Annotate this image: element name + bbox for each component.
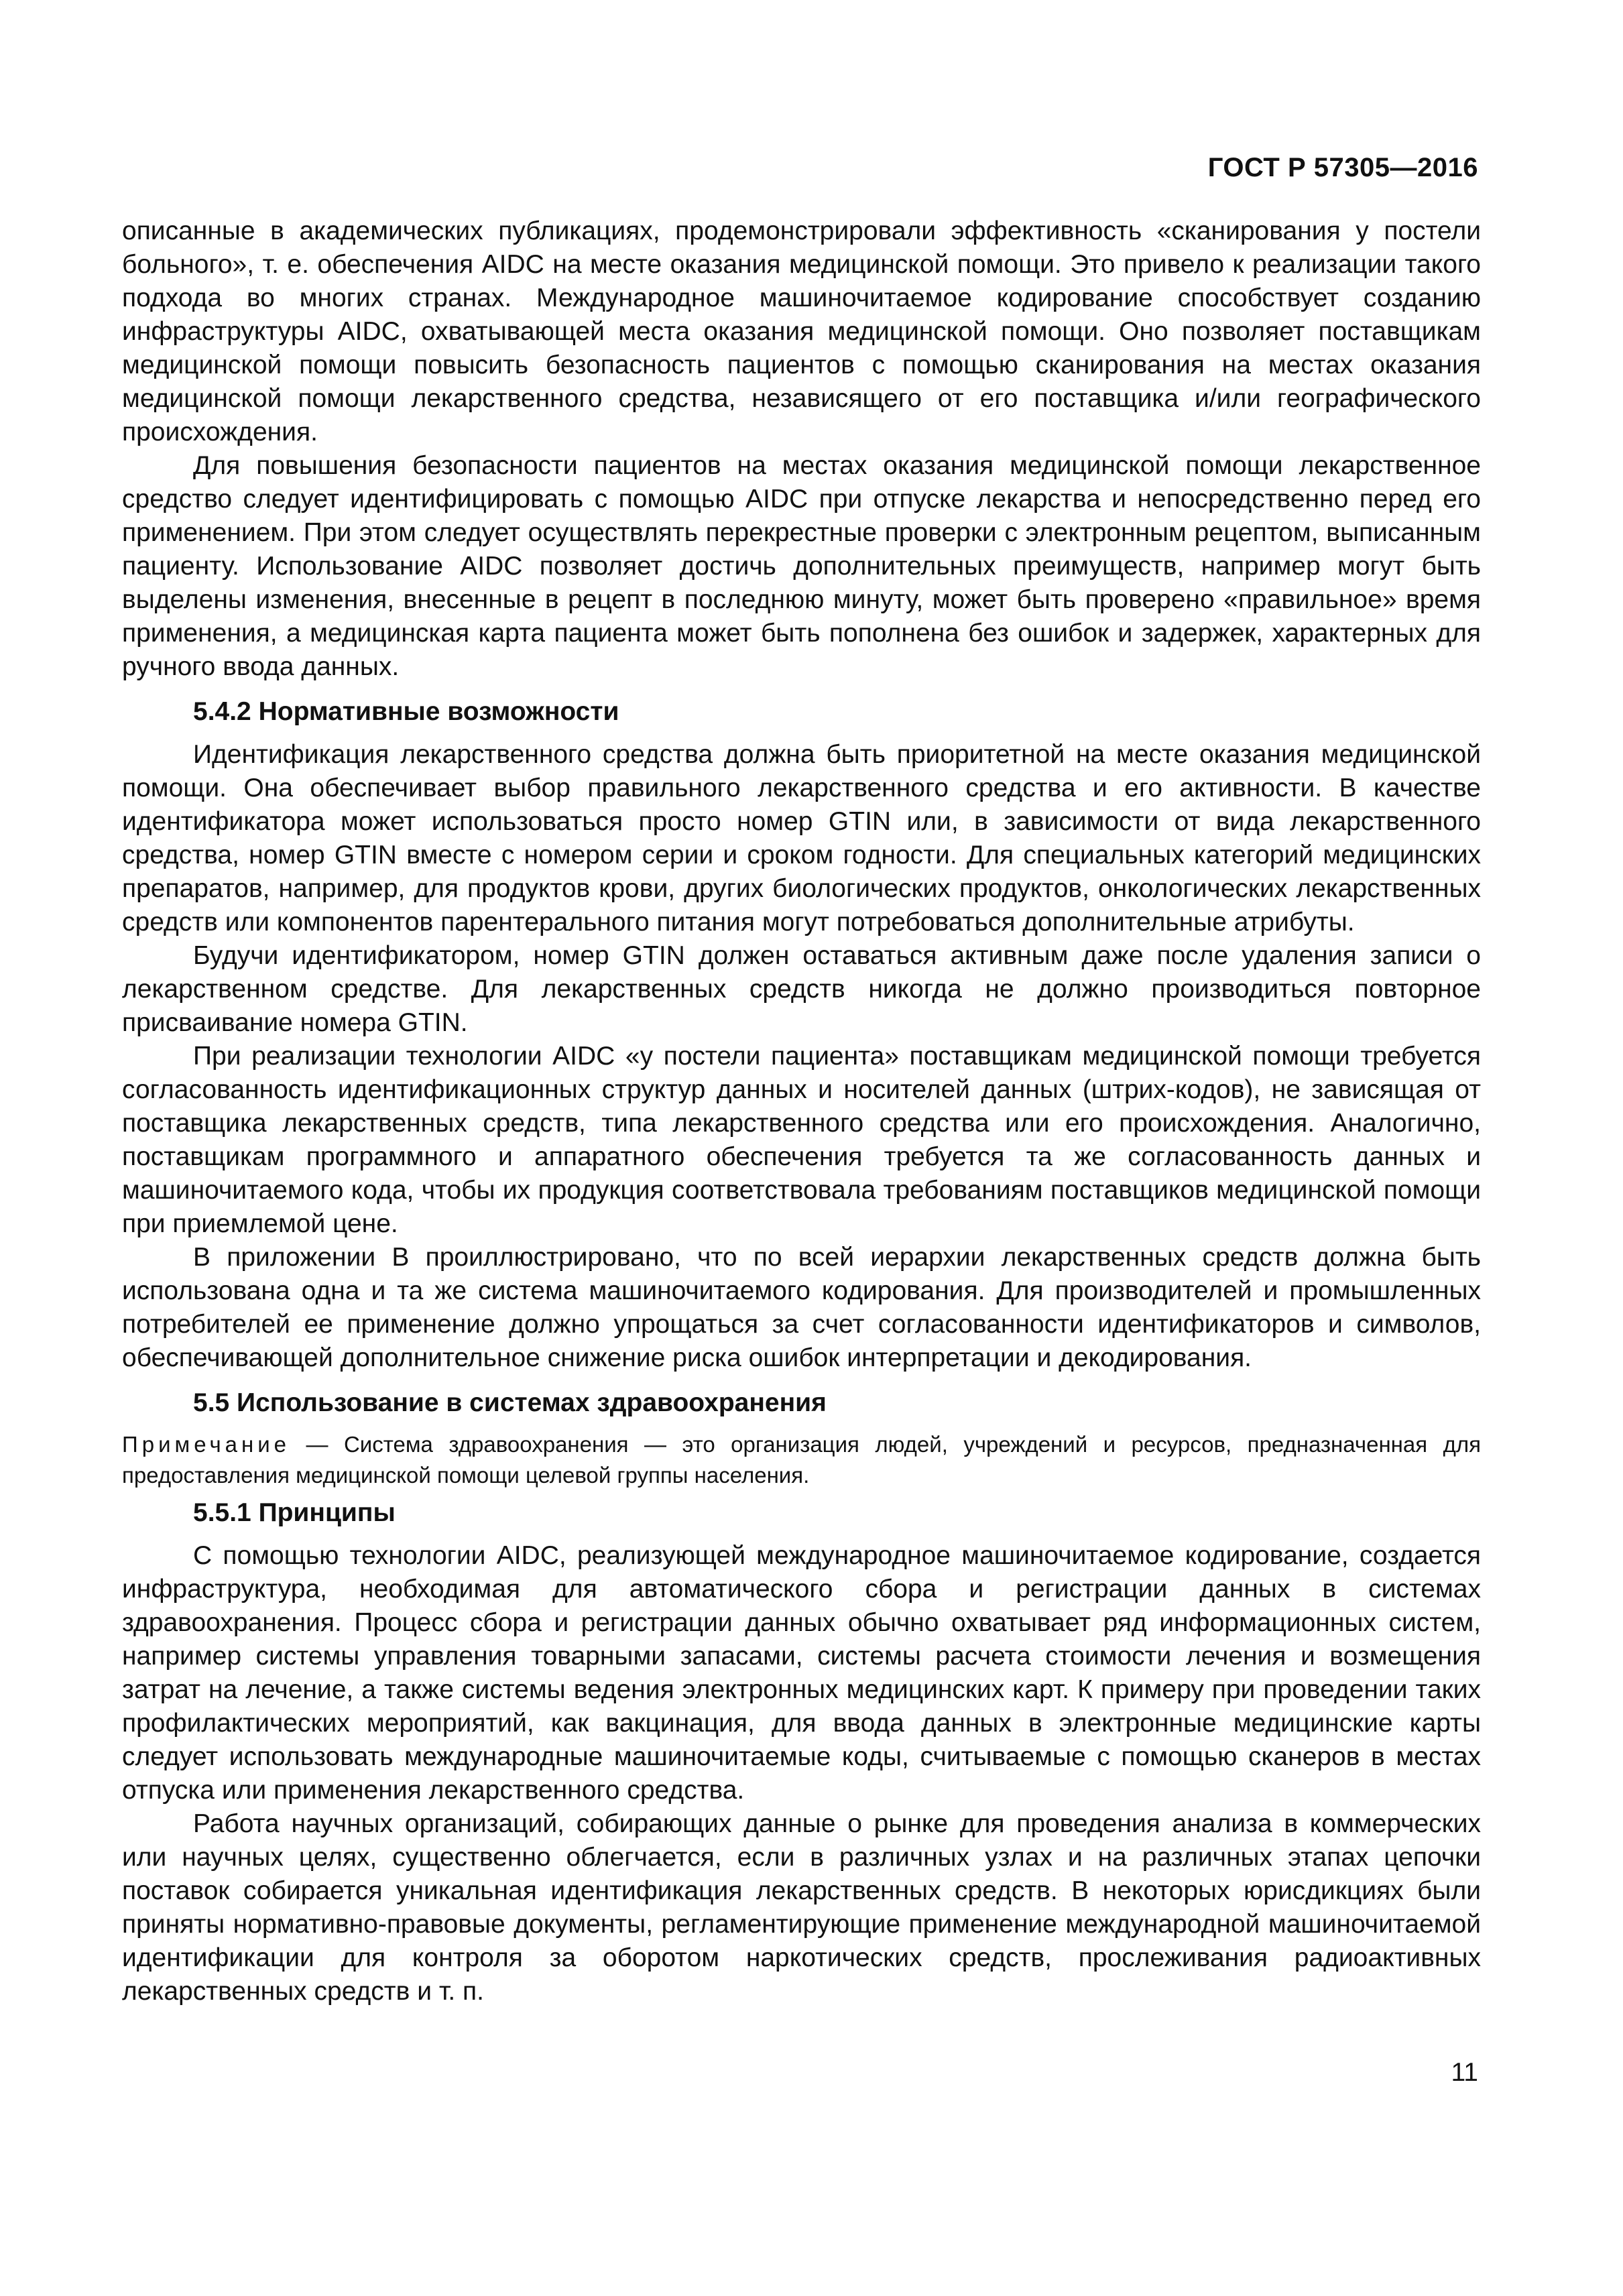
document-body [122,215,1481,2008]
paragraph: С помощью технологии AIDC, реализующей международное машиночитаемое кодирование, создается инфраструктура, необходимая для автоматического сбора и регистрации данных в системах здравоохранения. Процесс сбора и регистрации данных обычно охватывает ряд информационных систем, например системы управления товарными запасами, системы расчета стоимости лечения и возмещения затрат на лечение, а также системы ведения электронных медицинских карт. К примеру при проведении таких профилактических мероприятий, как вакцинация, для ввода данных в электронные медицинские карты следует использовать международные машиночитаемые коды, считываемые с помощью сканеров в местах отпуска или применения лекарственного средства. [122,1541,1481,1805]
section-heading-5-5-1: 5.5.1 Принципы [193,1498,396,1527]
note-label: Примечание [122,1432,291,1457]
page-number: 11 [1451,2058,1478,2087]
paragraph: Идентификация лекарственного средства должна быть приоритетной на месте оказания медицинской помощи. Она обеспечивает выбор правильного лекарственного средства и его активности. В качестве идентификатора может использоваться просто номер GTIN или, в зависимости от вида лекарственного средства, номер GTIN вместе с номером серии и сроком годности. Для специальных категорий медицинских препаратов, например, для продуктов крови, других биологических продуктов, онкологических лекарственных средств или компонентов парентерального питания могут потребоваться дополнительные атрибуты. [122,740,1481,936]
paragraph: Будучи идентификатором, номер GTIN должен оставаться активным даже после удаления записи о лекарственном средстве. Для лекарственных средств никогда не должно производиться повторное присваивание номера GTIN. [122,941,1481,1037]
section-heading-5-4-2: 5.4.2 Нормативные возможности [193,697,619,726]
paragraph: Для повышения безопасности пациентов на местах оказания медицинской помощи лекарственное средство следует идентифицировать с помощью AIDC при отпуске лекарства и непосредственно перед его применением. При этом следует осуществлять перекрестные проверки с электронным рецептом, выписанным пациенту. Использование AIDC позволяет достичь дополнительных преимуществ, например могут быть выделены изменения, внесенные в рецепт в последнюю минуту, может быть проверено «правильное» время применения, а медицинская карта пациента может быть пополнена без ошибок и задержек, характерных для ручного ввода данных. [122,451,1481,681]
note [122,1429,1481,1491]
paragraph: В приложении В проиллюстрировано, что по всей иерархии лекарственных средств должна быть использована одна и та же система машиночитаемого кодирования. Для производителей и промышленных потребителей ее применение должно упрощаться за счет согласованности идентификаторов и символов, обеспечивающей дополнительное снижение риска ошибок интерпретации и декодирования. [122,1243,1481,1372]
paragraph: При реализации технологии AIDC «у постели пациента» поставщикам медицинской помощи требуется согласованность идентификационных структур данных и носителей данных (штрих-кодов), не зависящая от поставщика лекарственных средств, типа лекарственного средства или его происхождения. Аналогично, поставщикам программного и аппаратного обеспечения требуется та же согласованность данных и машиночитаемого кода, чтобы их продукция соответствовала требованиям поставщиков медицинской помощи при приемлемой цене. [122,1042,1481,1238]
section-heading-5-5: 5.5 Использование в системах здравоохранения [193,1388,827,1417]
standard-designation: ГОСТ Р 57305—2016 [1207,153,1478,182]
paragraph: Работа научных организаций, собирающих данные о рынке для проведения анализа в коммерческих или научных целях, существенно облегчается, если в различных узлах и на различных этапах цепочки поставок собирается уникальная идентификация лекарственных средств. В некоторых юрисдикциях были приняты нормативно-правовые документы, регламентирующие применение международной машиночитаемой идентификации для контроля за оборотом наркотических средств, прослеживания радиоактивных лекарственных средств и т. п. [122,1809,1481,2006]
paragraph: описанные в академических публикациях, продемонстрировали эффективность «сканирования у постели больного», т. е. обеспечения AIDC на месте оказания медицинской помощи. Это привело к реализации такого подхода во многих странах. Международное машиночитаемое кодирование способствует созданию инфраструктуры AIDC, охватывающей места оказания медицинской помощи. Оно позволяет поставщикам медицинской помощи повысить безопасность пациентов с помощью сканирования на местах оказания медицинской помощи лекарственного средства, независящего от его поставщика и/или географического происхождения. [122,217,1481,446]
note-text: — Система здравоохранения — это организация людей, учреждений и ресурсов, предназначенная для предоставления медицинской помощи целевой группы населения. [122,1432,1481,1488]
